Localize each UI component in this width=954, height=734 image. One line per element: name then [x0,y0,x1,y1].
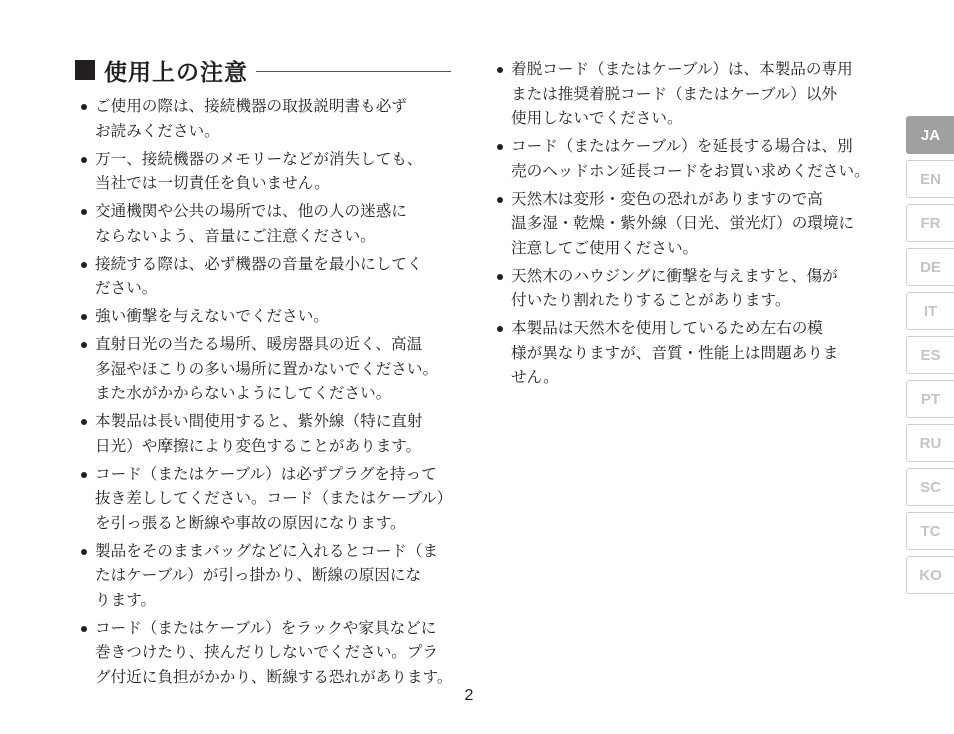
language-tabs [906,116,954,600]
list-item: 万一、接続機器のメモリーなどが消失しても、 当社では一切責任を負いません。 [80,147,472,196]
list-item: 天然木は変形・変色の恐れがありますので高 温多湿・乾燥・紫外線（日光、蛍光灯）の環境に 注意してご使用ください。 [496,187,886,261]
tab-tc[interactable]: TC [906,512,954,550]
list-item: コード（またはケーブル）を延長する場合は、別 売のヘッドホン延長コードをお買い求めください。 [496,134,886,183]
list-item: 強い衝撃を与えないでください。 [80,304,472,329]
tab-sc[interactable]: SC [906,468,954,506]
tab-pt[interactable]: PT [906,380,954,418]
list-item: 天然木のハウジングに衝撃を与えますと、傷が 付いたり割れたりすることがあります。 [496,264,886,313]
left-column-list [80,94,472,693]
list-item: 製品をそのままバッグなどに入れるとコード（ま たはケーブル）が引っ掛かり、断線の原因にな ります。 [80,539,472,613]
section-heading [75,52,451,88]
tab-de[interactable]: DE [906,248,954,286]
list-item: コード（またはケーブル）をラックや家具などに 巻きつけたり、挟んだりしないでください。プラ グ付近に負担がかかり、断線する恐れがあります。 [80,616,472,690]
list-item: 本製品は長い間使用すると、紫外線（特に直射 日光）や摩擦により変色することがあります。 [80,409,472,458]
list-item: 直射日光の当たる場所、暖房器具の近く、高温 多湿やほこりの多い場所に置かないでください。 また水がかからないようにしてください。 [80,332,472,406]
tab-es[interactable]: ES [906,336,954,374]
tab-ko[interactable]: KO [906,556,954,594]
page-number: 2 [464,687,474,704]
list-item: コード（またはケーブル）は必ずプラグを持って 抜き差ししてください。コード（またはケーブル） を引っ張ると断線や事故の原因になります。 [80,462,472,536]
page-title: 使用上の注意 [104,59,248,86]
list-item: 着脱コード（またはケーブル）は、本製品の専用 または推奨着脱コード（またはケーブル）以外 使用しないでください。 [496,57,886,131]
tab-fr[interactable]: FR [906,204,954,242]
tab-en[interactable]: EN [906,160,954,198]
list-item: 接続する際は、必ず機器の音量を最小にしてく ださい。 [80,252,472,301]
heading-rule-divider [256,71,451,72]
tab-ja[interactable]: JA [906,116,954,154]
right-column-list [496,57,886,393]
list-item: 本製品は天然木を使用しているため左右の模 様が異なりますが、音質・性能上は問題ありま せん。 [496,316,886,390]
list-item: ご使用の際は、接続機器の取扱説明書も必ず お読みください。 [80,94,472,143]
tab-it[interactable]: IT [906,292,954,330]
list-item: 交通機関や公共の場所では、他の人の迷惑に ならないよう、音量にご注意ください。 [80,199,472,248]
heading-square-marker [75,60,95,80]
tab-ru[interactable]: RU [906,424,954,462]
